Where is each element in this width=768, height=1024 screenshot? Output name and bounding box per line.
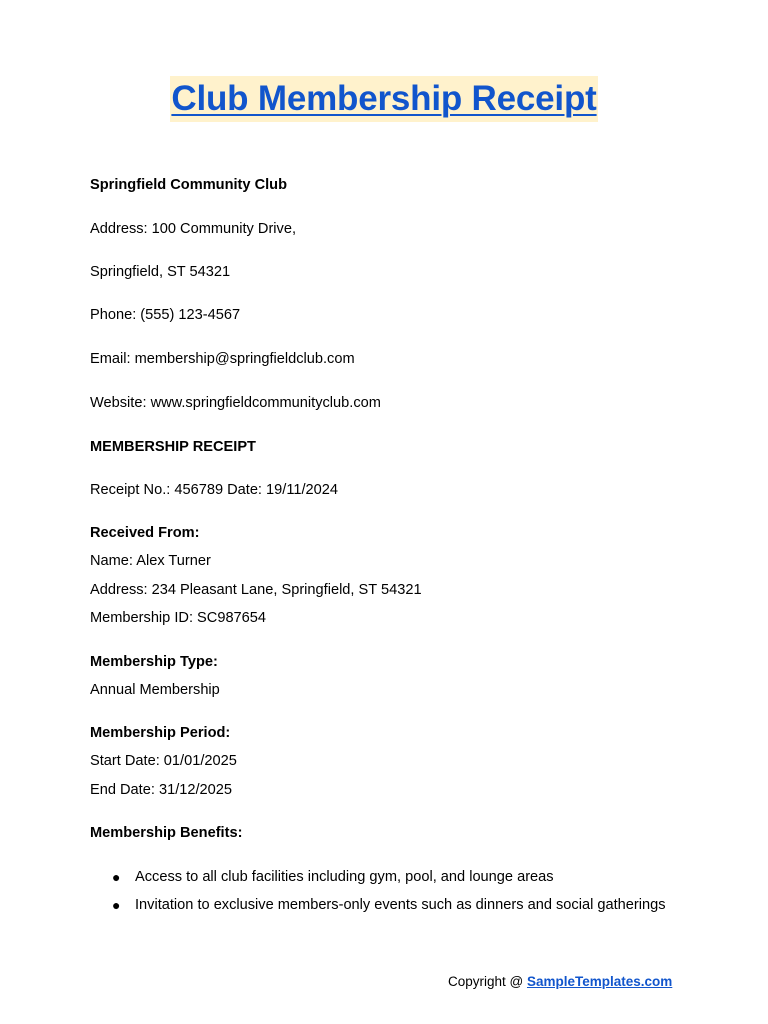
benefit-text: Access to all club facilities including gym, pool, and lounge areas (135, 869, 554, 885)
club-address-line1: Address: 100 Community Drive, (90, 221, 297, 237)
title-container (0, 76, 768, 122)
bullet-icon: ● (112, 869, 121, 885)
club-name: Springfield Community Club (90, 177, 288, 193)
receipt-heading: MEMBERSHIP RECEIPT (90, 439, 256, 455)
club-website: Website: www.springfieldcommunityclub.com (90, 395, 381, 411)
membership-type-label: Membership Type: (90, 654, 218, 670)
list-item (112, 891, 672, 919)
copyright-footer (448, 972, 672, 992)
benefit-text: Invitation to exclusive members-only events such as dinners and social gatherings (135, 897, 666, 913)
membership-start-date: Start Date: 01/01/2025 (90, 753, 237, 769)
membership-benefits-label: Membership Benefits: (90, 825, 243, 841)
document-title: Club Membership Receipt (170, 76, 597, 122)
membership-type-value: Annual Membership (90, 682, 220, 698)
club-phone: Phone: (555) 123-4567 (90, 307, 241, 323)
club-email: Email: membership@springfieldclub.com (90, 351, 355, 367)
member-address: Address: 234 Pleasant Lane, Springfield, ST 54321 (90, 582, 422, 598)
membership-id: Membership ID: SC987654 (90, 610, 267, 626)
member-name: Name: Alex Turner (90, 553, 211, 569)
received-from-label: Received From: (90, 525, 200, 541)
receipt-number-date: Receipt No.: 456789 Date: 19/11/2024 (90, 482, 339, 498)
sampletemplates-link[interactable]: SampleTemplates.com (526, 974, 673, 989)
membership-period-label: Membership Period: (90, 725, 231, 741)
membership-end-date: End Date: 31/12/2025 (90, 782, 232, 798)
list-item (112, 863, 672, 891)
copyright-text: Copyright @ (448, 974, 527, 989)
club-address-line2: Springfield, ST 54321 (90, 264, 231, 280)
bullet-icon: ● (112, 897, 121, 913)
